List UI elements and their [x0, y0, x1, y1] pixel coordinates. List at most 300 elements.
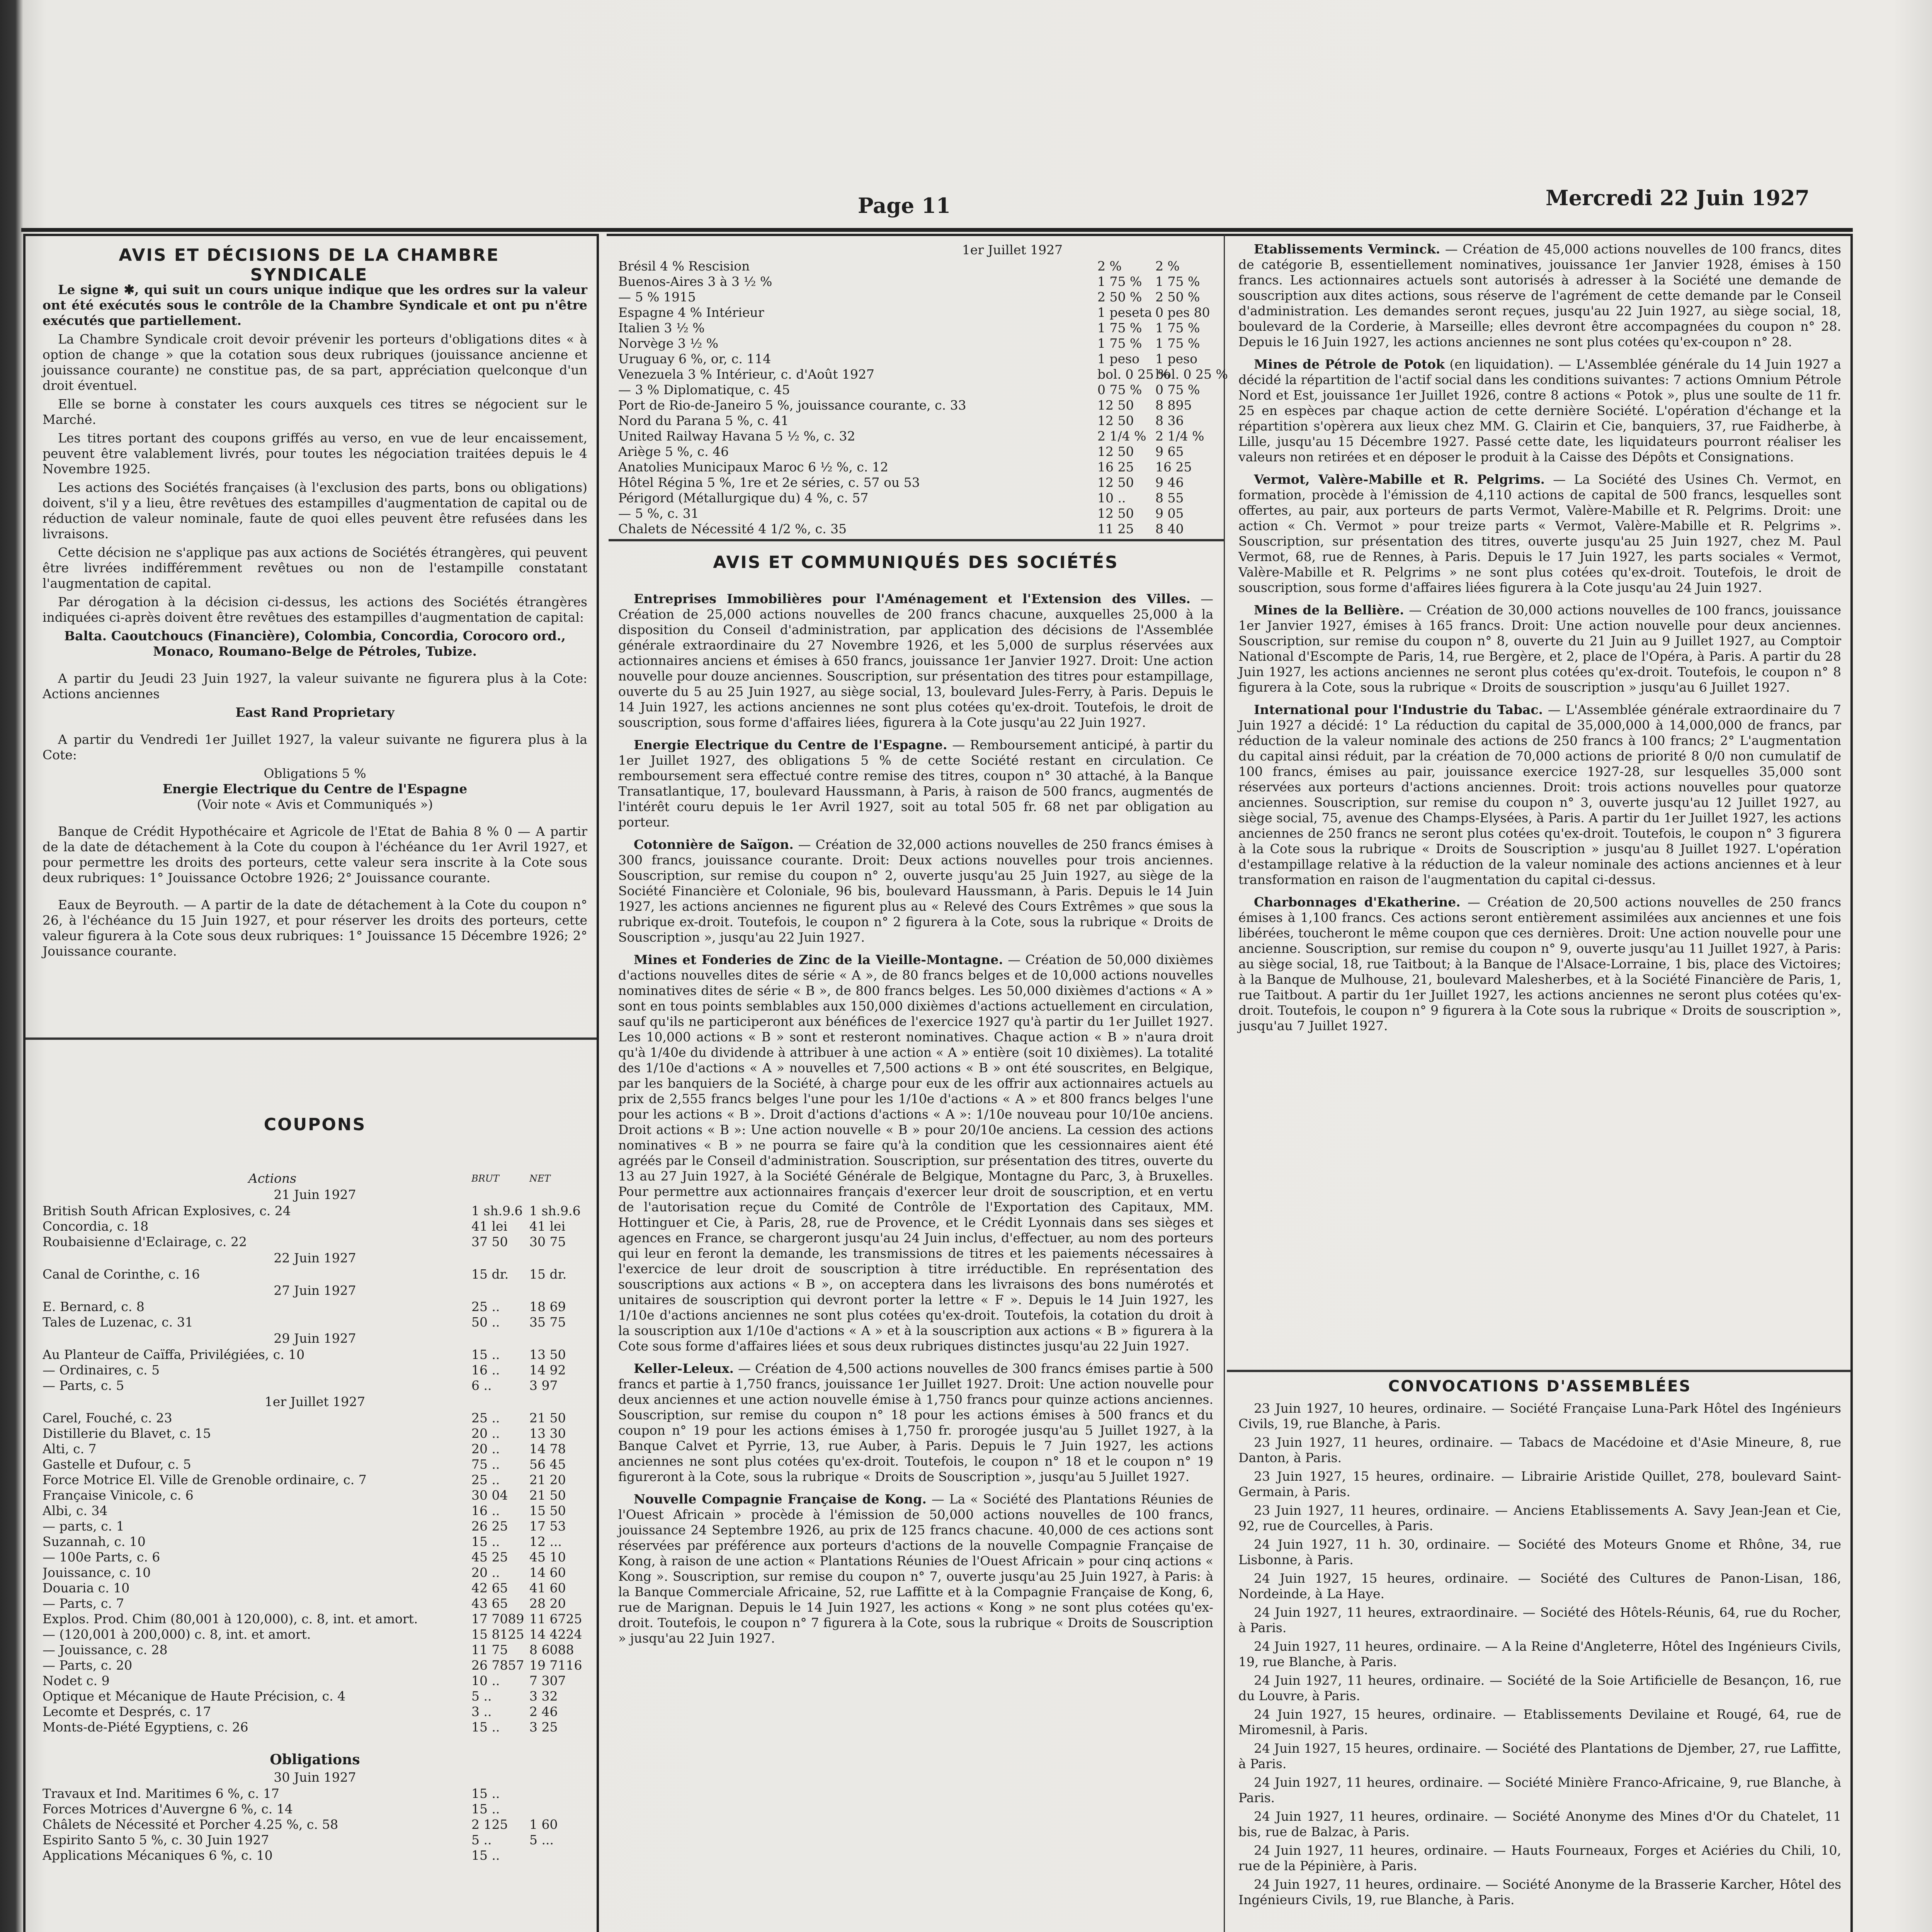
right-notice-head: Mines de Pétrole de Potok [1254, 357, 1445, 372]
coupon-row-value-1: 43 65 [471, 1596, 508, 1611]
coupon-row-value-2: 15 dr. [529, 1267, 567, 1282]
convocation-item: 24 Juin 1927, 15 heures, ordinaire. — Etablissements Devilaine et Rougé, 64, rue de Miromesnil, à Paris. [1238, 1707, 1841, 1737]
right-notice-text: — La Société des Usines Ch. Vermot, en formation, procède à l'émission de 4,110 actions de capital de 500 francs, lesquelles sont offertes, au pair, aux porteurs de parts Vermot, Valère-Mabille et R. Pelgrims. Droit: une action « Ch. Vermot » pour treize parts « Vermot, Valère-Mabille et R. Pelgrims ». Souscription, sur présentation des titres, ouverte jusqu'au 25 Juin 1927, chez M. Paul Vermot, 68, rue de Rennes, à Paris. Depuis le 17 Juin 1927, les parts sociales « Vermot, Valère-Mabille et R. Pelgrims » ne sont plus cotées qu'ex-droit. Toutefois, le droit de souscription, sous forme d'affaires liées figurera à la Cote jusqu'au 24 Juin 1927. [1238, 472, 1841, 595]
coupon-row-value-2: 14 4224 [529, 1627, 582, 1642]
coupon-row-value-1: 15 8125 [471, 1627, 524, 1642]
coupon-row-value-1: 50 .. [471, 1315, 500, 1330]
coupon-row-label: Roubaisienne d'Eclairage, c. 22 [43, 1234, 247, 1249]
avis-jeudi: A partir du Jeudi 23 Juin 1927, la valeur suivante ne figurera plus à la Cote: Actions anciennes [43, 671, 587, 701]
coupon-oblig-row [43, 1832, 587, 1848]
avis-paragraph: Les titres portant des coupons griffés au verso, en vue de leur encaissement, peuvent être valablement livrés, pour toutes les négociation traitées depuis le 4 Novembre 1925. [43, 430, 587, 476]
header-rule [21, 228, 1853, 232]
juillet-row-value-2: bol. 0 25 % [1155, 367, 1228, 382]
juillet-row-label: Chalets de Nécessité 4 1/2 %, c. 35 [618, 521, 847, 536]
societe-notice-text: — Création de 50,000 dixièmes d'actions nouvelles dites de série « A », de 80 francs belges et de 10,000 actions nouvelles nominatives dites de série « B », de 800 francs belges. Les 50,000 dixièmes d'actions « A » sont en tous points semblables aux 150,000 dixièmes d'actions actuellement en circulation, sauf qu'ils ne participeront aux bénéfices de l'exercice 1927 qu'à partir du 1er Juillet 1927. Les 10,000 actions « B » sont et resteront nominatives. Chaque action « B » n'aura droit qu'à 1/40e du dividende à attribuer à une action « A » entière (soit 10 dixièmes). La totalité des 1/10e d'actions « A » nouvelles et 7,500 actions « B » ont été souscrites, en Belgique, par les banquiers de la Société, à charge pour eux de les offrir aux actionnaires actuels au prix de 2,555 francs belges l'une pour les 1/10e d'actions « A » et 800 francs belges l'une pour les actions « B ». Droit d'actions d'actions « A »: 1/10e nouveau pour 10/10e anciens. Droit actions « B »: Une action nouvelle « B » pour 20/10e anciens. La cession des actions nominatives « B » ne pourra se faire qu'à la condition que les cessionnaires aient été agréés par le Conseil d'administration. Souscription, sur présentation des titres, ouverte du 13 au 27 Juin 1927, à la Société Générale de Belgique, Montagne du Parc, 3, à Bruxelles. Pour permettre aux actionnaires français d'exercer leur droit de souscription, et en vertu de l'autorisation reçue du Comité de Contrôle de l'Exportation des Capitaux, MM. Hottinguer et Cie, à Paris, 28, rue de Provence, et le Crédit Lyonnais dans ses sièges et agences en France, se chargeront jusqu'au 24 Juin inclus, d'effectuer, au nom des porteurs qui leur en feront la demande, les transmissions de titres et les paiements nécessaires à l'exercice de leur droit de souscription à titre irréductible. En représentation des souscriptions aux actions « B », on acceptera dans les livraisons des bons numérotés et unitaires de souscription qui devront porter la lettre « F ». Depuis le 14 Juin 1927, les 1/10e d'actions anciennes ne sont plus cotées qu'ex-droit. Toutefois, la cotation du droit à la souscription aux 1/10e d'actions « A » et à la souscription aux actions « B » figurera à la Cote sous forme d'affaires liées et sous deux rubriques distinctes jusqu'au 22 Juin 1927. [618, 952, 1213, 1354]
right-notice-text: — Création de 20,500 actions nouvelles de 250 francs émises à 1,100 francs. Ces actions seront entièrement assimilées aux anciennes et une fois libérées, toucheront le même coupon que ces dernières. Droit: Une action nouvelle pour une ancienne. Souscription, sur remise du coupon n° 9, ouverte jusqu'au 11 Juillet 1927, à Paris: au siège social, 18, rue Taitbout; à la Banque de l'Alsace-Lorraine, 1 bis, place des Victoires; à la Banque de Mulhouse, 21, boulevard Malesherbes, et à la Société Financière de Paris, 1, rue Taitbout. A partir du 1er Juillet 1927, les actions anciennes ne seront plus cotées qu'ex-droit. Toutefois, le coupon n° 9 figurera à la Cote sous la rubrique « Droits de souscription », jusqu'au 7 Juillet 1927. [1238, 895, 1842, 1033]
juillet-row-label: Norvège 3 ½ % [618, 336, 719, 351]
societe-notice-head: Entreprises Immobilières pour l'Aménagement et l'Extension des Villes. [634, 591, 1191, 606]
societe-notice [618, 952, 1213, 1354]
coupon-row-label: Canal de Corinthe, c. 16 [43, 1267, 200, 1282]
juillet-row-value-1: 16 25 [1097, 459, 1134, 474]
coupon-row [43, 1378, 587, 1393]
coupon-row [43, 1219, 587, 1234]
juillet-row [618, 320, 1213, 336]
juillet-row-value-1: 12 50 [1097, 475, 1134, 490]
societe-notice [618, 837, 1213, 945]
societe-notice-text: — Remboursement anticipé, à partir du 1er Juillet 1927, des obligations 5 % de cette Société restant en circulation. Ce remboursement sera effectué contre remise des titres, coupon n° 30 attaché, à la Banque Transatlantique, 17, boulevard Haussmann, à Paris, à raison de 500 francs, augmentés de l'intérêt couru depuis le 1er Avril 1927, soit au total 505 fr. 68 net par obligation au porteur. [618, 737, 1213, 830]
coupon-row [43, 1426, 587, 1441]
juillet-row-label: Port de Rio-de-Janeiro 5 %, jouissance courante, c. 33 [618, 398, 966, 413]
coupon-row [43, 1549, 587, 1565]
convocations-rule [1227, 1370, 1851, 1372]
convocation-item: 23 Juin 1927, 11 heures, ordinaire. — Anciens Etablissements A. Savy Jean-Jean et Cie, 92, rue de Courcelles, à Paris. [1238, 1503, 1841, 1533]
coupons-oblig-title: Obligations [270, 1752, 360, 1768]
coupon-oblig-row-label: Applications Mécaniques 6 %, c. 10 [43, 1848, 273, 1863]
juillet-row-value-1: 12 50 [1097, 398, 1134, 413]
convocation-item: 24 Juin 1927, 11 heures, ordinaire. — A la Reine d'Angleterre, Hôtel des Ingénieurs Civils, 19, rue Blanche, à Paris. [1238, 1639, 1841, 1669]
coupon-row [43, 1457, 587, 1472]
coupon-row-label: Jouissance, c. 10 [43, 1565, 151, 1580]
right-notice [1238, 602, 1841, 695]
coupon-oblig-row [43, 1786, 587, 1801]
right-notice-text: — Création de 30,000 actions nouvelles de 100 francs, jouissance 1er Janvier 1927, émises à 165 francs. Droit: Une action nouvelle pour deux anciennes. Souscription, sur remise du coupon n° 8, ouverte du 21 Juin au 9 Juillet 1927, au Comptoir National d'Escompte de Paris, 14, rue Bergère, et 2, place de l'Opéra, à Paris. A partir du 28 Juin 1927, les actions anciennes ne seront plus cotées qu'ex-droit. Toutefois, le coupon n° 8 figurera à la Cote, sous la rubrique « Droits de souscription » jusqu'au 6 Juillet 1927. [1238, 602, 1841, 695]
right-notice-text: (en liquidation). — L'Assemblée générale du 14 Juin 1927 a décidé la répartition de l'actif social dans les conditions suivantes: 7 actions Omnium Pétrole Nord et Est, jouissance 1er Juillet 1926, contre 8 actions « Potok », plus une soulte de 11 fr. 25 en espèces par chaque action de cette dernière Société. L'opération d'échange et la répartition s'opèrera aux lieux chez MM. G. Clairin et Cie, banquiers, 37, rue Faidherbe, à Lille, jusqu'au 15 Décembre 1927. Passé cette date, les liquidateurs pourront réaliser les valeurs non retirées et en déposer le produit à la Caisse des Dépôts et Consignations. [1238, 357, 1841, 464]
coupon-row-value-2: 28 20 [529, 1596, 566, 1611]
juillet-row-value-1: 12 50 [1097, 413, 1134, 428]
coupon-row-value-1: 16 .. [471, 1503, 500, 1518]
coupon-oblig-row-value-1: 5 .. [471, 1832, 492, 1847]
juillet-row [618, 382, 1213, 398]
societe-notice [618, 737, 1213, 830]
coupon-row-value-2: 41 60 [529, 1580, 566, 1595]
coupon-row [43, 1503, 587, 1519]
coupon-row-value-1: 20 .. [471, 1426, 500, 1441]
juillet-row-label: — 5 % 1915 [618, 289, 696, 304]
juillet-row-value-2: 1 75 % [1155, 274, 1200, 289]
coupon-row [43, 1441, 587, 1457]
convocation-item: 23 Juin 1927, 15 heures, ordinaire. — Librairie Aristide Quillet, 278, boulevard Saint-Germain, à Paris. [1238, 1469, 1841, 1499]
juillet-row-label: Italien 3 ½ % [618, 320, 705, 335]
coupon-row [43, 1315, 587, 1330]
page-number: Page 11 [858, 193, 951, 218]
convocation-item: 24 Juin 1927, 11 heures, ordinaire. — Hauts Fourneaux, Forges et Aciéries du Chili, 10, rue de la Pépinière, à Paris. [1238, 1843, 1841, 1873]
coupon-row-label: British South African Explosives, c. 24 [43, 1203, 291, 1218]
juillet-row-label: Espagne 4 % Intérieur [618, 305, 764, 320]
coupon-row-value-2: 8 6088 [529, 1642, 574, 1657]
coupon-row-value-2: 7 307 [529, 1673, 566, 1688]
coupon-row-value-1: 42 65 [471, 1580, 508, 1595]
coupon-row-value-2: 13 50 [529, 1347, 566, 1362]
juillet-row-value-1: 10 .. [1097, 490, 1126, 505]
avis-bahia: Banque de Crédit Hypothécaire et Agricole de l'Etat de Bahia 8 % 0 — A partir de la date de détachement à la Cote du coupon à l'échéance du 1er Avril 1927, et pour permettre les droits des porteurs, cette valeur sera inscrite à la Cote sous deux rubriques: 1° Jouissance Octobre 1926; 2° Jouissance courante. [43, 824, 587, 885]
convocations-body [1238, 1401, 1841, 1911]
coupon-row-value-2: 45 10 [529, 1549, 566, 1565]
avis-paragraph: Cette décision ne s'applique pas aux actions de Sociétés étrangères, qui peuvent être livrées indifféremment revêtues ou non de l'estampille constatant l'augmentation de capital. [43, 545, 587, 591]
issue-date: Mercredi 22 Juin 1927 [1546, 185, 1810, 210]
coupon-row-label: Alti, c. 7 [43, 1441, 97, 1456]
avis-vendredi: A partir du Vendredi 1er Juillet 1927, la valeur suivante ne figurera plus à la Cote: [43, 732, 587, 762]
coupon-oblig-row-value-2: 5 ... [529, 1832, 554, 1847]
avis-societes-title: AVIS ET COMMUNIQUÉS DES SOCIÉTÉS [713, 553, 1119, 572]
coupon-group-date: 1er Juillet 1927 [264, 1394, 366, 1409]
coupon-row-value-2: 19 7116 [529, 1658, 582, 1673]
coupon-oblig-row-label: Espirito Santo 5 %, c. 30 Juin 1927 [43, 1832, 269, 1847]
right-notice-head: Etablissements Verminck. [1254, 242, 1440, 257]
coupon-row-label: Concordia, c. 18 [43, 1219, 149, 1234]
coupon-row-label: — parts, c. 1 [43, 1519, 124, 1534]
avis-beyrouth: Eaux de Beyrouth. — A partir de la date de détachement à la Cote du coupon n° 26, à l'échéance du 15 Juin 1927, et pour réserver les droits des porteurs, cette valeur figurera à la Cote sous deux rubriques: 1° Jouissance 15 Décembre 1926; 2° Jouissance courante. [43, 897, 587, 959]
avis-paragraph: Le signe ✱, qui suit un cours unique indique que les ordres sur la valeur ont été exécutés sous le contrôle de la Chambre Syndicale et ont pu n'être exécutés que partiellement. [43, 282, 587, 328]
juillet-row-label: — 3 % Diplomatique, c. 45 [618, 382, 790, 397]
juillet-row-value-1: bol. 0 25 % [1097, 367, 1170, 382]
juillet-row-value-2: 2 1/4 % [1155, 429, 1204, 444]
coupon-row-value-1: 25 .. [471, 1410, 500, 1425]
coupon-row-value-1: 15 dr. [471, 1267, 509, 1282]
coupon-row [43, 1203, 587, 1219]
juillet-row-value-2: 8 40 [1155, 521, 1184, 536]
right-notice-head: Vermot, Valère-Mabille et R. Pelgrims. [1254, 472, 1545, 487]
juillet-row-value-2: 2 50 % [1155, 289, 1200, 304]
coupon-row-value-2: 3 97 [529, 1378, 558, 1393]
juillet-rule [609, 539, 1225, 541]
coupon-row-value-1: 20 .. [471, 1565, 500, 1580]
juillet-row-value-1: 0 75 % [1097, 382, 1142, 397]
coupon-row-value-1: 6 .. [471, 1378, 492, 1393]
coupon-oblig-row-value-2: 1 60 [529, 1817, 558, 1832]
juillet-row [618, 367, 1228, 382]
coupon-row-label: — Parts, c. 20 [43, 1658, 133, 1673]
juillet-row-value-1: 1 75 % [1097, 274, 1142, 289]
coupon-row-value-2: 18 69 [529, 1299, 566, 1314]
avis-societes: Balta. Caoutchoucs (Financière), Colombia, Concordia, Corocoro ord., Monaco, Roumano-Belge de Pétroles, Tubize. [64, 628, 566, 659]
juillet-row-value-1: 2 1/4 % [1097, 429, 1146, 444]
convocation-item: 24 Juin 1927, 15 heures, ordinaire. — Société des Plantations de Djember, 27, rue Laffitte, à Paris. [1238, 1741, 1841, 1771]
coupon-row [43, 1719, 587, 1735]
coupons-rule [26, 1037, 597, 1040]
avis-energie: Energie Electrique du Centre de l'Espagne [162, 781, 468, 796]
coupon-row-value-1: 1 sh.9.6 [471, 1203, 523, 1218]
societe-notice-head: Mines et Fonderies de Zinc de la Vieille-Montagne. [634, 952, 1003, 967]
coupon-row [43, 1565, 587, 1580]
avis-paragraph: Par dérogation à la décision ci-dessus, les actions des Sociétés étrangères indiquées ci-après doivent être revêtues des estampilles d'augmentation de capital: [43, 594, 587, 625]
avis-chambre-title: AVIS ET DÉCISIONS DE LA CHAMBRE SYNDICALE [119, 245, 500, 285]
societe-notice-head: Energie Electrique du Centre de l'Espagne. [634, 737, 947, 752]
coupon-group-date: 29 Juin 1927 [274, 1331, 356, 1346]
societe-notice-text: — La « Société des Plantations Réunies de l'Ouest Africain » procède à l'émission de 50,000 actions nouvelles de 100 francs, jouissance 24 Septembre 1926, au prix de 125 francs chacune. 40,000 de ces actions sont réservées par préférence aux porteurs d'actions de la nouvelle Compagnie Française de Kong, à raison de une action « Plantations Réunies de l'Ouest Africain » pour cinq actions « Kong ». Souscription, sur remise du coupon n° 7, ouverte jusqu'au 25 Juin 1927, à Paris: à la Banque Commerciale Africaine, 52, rue Laffitte et à la Compagnie Française de Kong, 6, rue de Marignan. Depuis le 14 Juin 1927, les actions « Kong » ne sont plus cotées qu'ex-droit. Toutefois, le coupon n° 7 figurera à la Cote, sous la rubrique « Droits de Souscription » jusqu'au 22 Juin 1927. [618, 1492, 1213, 1646]
coupon-row-value-1: 45 25 [471, 1549, 508, 1565]
juillet-row-value-2: 9 05 [1155, 506, 1184, 521]
coupon-row-label: — Ordinaires, c. 5 [43, 1362, 160, 1378]
juillet-row-label: Périgord (Métallurgique du) 4 %, c. 57 [618, 490, 869, 505]
coupon-row [43, 1299, 587, 1315]
coupon-row [43, 1627, 587, 1642]
coupon-row-label: Albi, c. 34 [43, 1503, 108, 1518]
coupon-row [43, 1488, 587, 1503]
juillet-date: 1er Juillet 1927 [962, 242, 1063, 257]
juillet-row [618, 521, 1213, 537]
juillet-rows [618, 259, 1228, 537]
coupon-row [43, 1472, 587, 1488]
right-notice [1238, 357, 1841, 465]
coupon-row-value-2: 21 50 [529, 1488, 566, 1503]
coupon-row [43, 1689, 587, 1704]
convocation-item: 24 Juin 1927, 11 heures, ordinaire. — Société Anonyme de la Brasserie Karcher, Hôtel des Ingénieurs Civils, 19, rue Blanche, à Paris. [1238, 1877, 1841, 1907]
coupon-row-value-1: 15 .. [471, 1719, 500, 1735]
coupon-row [43, 1362, 587, 1378]
coupon-row-value-2: 13 30 [529, 1426, 566, 1441]
coupon-oblig-row-label: Châlets de Nécessité et Porcher 4.25 %, c. 58 [43, 1817, 338, 1832]
coupon-row [43, 1347, 587, 1362]
coupon-row-value-1: 41 lei [471, 1219, 508, 1234]
coupon-row-label: Douaria c. 10 [43, 1580, 130, 1595]
juillet-row-label: Ariège 5 %, c. 46 [618, 444, 729, 459]
coupon-row-value-2: 2 46 [529, 1704, 558, 1719]
coupon-oblig-row [43, 1848, 587, 1863]
coupon-row-value-2: 17 53 [529, 1519, 566, 1534]
coupon-oblig-row [43, 1817, 587, 1832]
avis-east-rand: East Rand Proprietary [235, 705, 395, 720]
juillet-row-value-2: 8 55 [1155, 490, 1184, 505]
convocation-item: 24 Juin 1927, 15 heures, ordinaire. — Société des Cultures de Panon-Lisan, 186, Nordeinde, à La Haye. [1238, 1571, 1841, 1601]
coupon-row-value-2: 15 50 [529, 1503, 566, 1518]
coupon-oblig-row-value-1: 15 .. [471, 1786, 500, 1801]
juillet-row-value-2: 1 peso [1155, 351, 1197, 366]
coupon-row-value-2: 14 60 [529, 1565, 566, 1580]
coupon-row-label: E. Bernard, c. 8 [43, 1299, 145, 1314]
convocation-item: 24 Juin 1927, 11 heures, ordinaire. — Société Anonyme des Mines d'Or du Chatelet, 11 bis, rue de Balzac, à Paris. [1238, 1809, 1841, 1839]
juillet-row [618, 305, 1213, 320]
juillet-row-value-1: 1 peso [1097, 351, 1139, 366]
coupon-row-value-1: 15 .. [471, 1347, 500, 1362]
juillet-row-value-1: 12 50 [1097, 444, 1134, 459]
coupon-oblig-row-label: Travaux et Ind. Maritimes 6 %, c. 17 [43, 1786, 279, 1801]
coupon-row-value-1: 20 .. [471, 1441, 500, 1456]
right-notice-text: — Création de 45,000 actions nouvelles de 100 francs, dites de catégorie B, essentiellement nominatives, jouissance 1er Janvier 1928, émises à 150 francs. Les actionnaires actuels sont autorisés à adresser à la Société une demande de souscription aux dites actions, sous réserve de l'agrément de cette demande par le Conseil d'administration. Les demandes seront reçues, jusqu'au 22 Juin 1927, au siège social, 18, boulevard de la Corderie, à Marseille; elles devront être accompagnées du coupon n° 28. Depuis le 16 Juin 1927, les actions anciennes ne sont plus cotées qu'ex-coupon n° 28. [1238, 242, 1841, 349]
juillet-row-value-2: 2 % [1155, 259, 1180, 274]
coupon-group-date: 27 Juin 1927 [274, 1283, 356, 1298]
coupon-row [43, 1234, 587, 1250]
juillet-row-label: Venezuela 3 % Intérieur, c. d'Août 1927 [618, 367, 874, 382]
juillet-row [618, 506, 1213, 521]
coupon-row-label: Optique et Mécanique de Haute Précision, c. 4 [43, 1689, 346, 1704]
juillet-row-value-2: 9 46 [1155, 475, 1184, 490]
coupon-oblig-row-label: Forces Motrices d'Auvergne 6 %, c. 14 [43, 1801, 293, 1816]
coupon-row-label: Française Vinicole, c. 6 [43, 1488, 194, 1503]
juillet-row-value-2: 16 25 [1155, 459, 1192, 474]
coupons-oblig-date: 30 Juin 1927 [274, 1770, 356, 1785]
coupon-group-date: 21 Juin 1927 [274, 1187, 356, 1202]
juillet-row-label: Nord du Parana 5 %, c. 41 [618, 413, 789, 428]
coupon-row-label: — (120,001 à 200,000) c. 8, int. et amort. [43, 1627, 311, 1642]
coupon-row-value-2: 21 20 [529, 1472, 566, 1487]
juillet-row-label: United Railway Havana 5 ½ %, c. 32 [618, 429, 855, 444]
juillet-row-value-1: 12 50 [1097, 506, 1134, 521]
juillet-row [618, 475, 1213, 490]
coupon-row-label: Gastelle et Dufour, c. 5 [43, 1457, 191, 1472]
coupon-oblig-row-value-2 [529, 1848, 587, 1863]
juillet-row [618, 336, 1213, 351]
coupon-row-value-1: 16 .. [471, 1362, 500, 1378]
coupon-row [43, 1519, 587, 1534]
juillet-row-value-2: 1 75 % [1155, 320, 1200, 335]
convocations-title: CONVOCATIONS D'ASSEMBLÉES [1388, 1378, 1692, 1395]
coupon-row-value-1: 75 .. [471, 1457, 500, 1472]
juillet-row-value-2: 0 pes 80 [1155, 305, 1210, 320]
right-notice-head: Mines de la Bellière. [1254, 602, 1404, 617]
juillet-row-label: Brésil 4 % Rescision [618, 259, 750, 274]
coupon-row-label: Force Motrice El. Ville de Grenoble ordinaire, c. 7 [43, 1472, 367, 1487]
coupons-table [43, 1171, 587, 1863]
societe-notice-head: Nouvelle Compagnie Française de Kong. [634, 1492, 927, 1507]
coupon-oblig-row-value-1: 15 .. [471, 1801, 500, 1816]
coupon-row [43, 1534, 587, 1549]
juillet-row [618, 259, 1213, 274]
right-column-body [1238, 242, 1841, 1041]
juillet-row [618, 398, 1213, 413]
coupon-row-value-2: 3 32 [529, 1689, 558, 1704]
coupon-row-label: Distillerie du Blavet, c. 15 [43, 1426, 211, 1441]
coupon-row-label: — Jouissance, c. 28 [43, 1642, 168, 1657]
juillet-row-value-2: 0 75 % [1155, 382, 1200, 397]
coupon-row-value-1: 15 .. [471, 1534, 500, 1549]
coupon-oblig-list [43, 1786, 587, 1863]
juillet-row [618, 274, 1213, 289]
coupon-row-label: Suzannah, c. 10 [43, 1534, 146, 1549]
coupons-header-net: NET [529, 1173, 551, 1184]
coupon-oblig-row-value-1: 15 .. [471, 1848, 500, 1863]
juillet-row-value-1: 1 peseta [1097, 305, 1152, 320]
coupon-row-value-1: 5 .. [471, 1689, 492, 1704]
coupon-row-value-1: 11 75 [471, 1642, 508, 1657]
convocation-item: 23 Juin 1927, 11 heures, ordinaire. — Tabacs de Macédoine et d'Asie Mineure, 8, rue Danton, à Paris. [1238, 1435, 1841, 1465]
societe-notice-text: — Création de 32,000 actions nouvelles de 250 francs émises à 300 francs, jouissance courante. Droit: Deux actions nouvelles pour trois anciennes. Souscription, sur remise du coupon n° 2, ouverte jusqu'au 25 Juin 1927, au siège de la Société Financière et Coloniale, 96 bis, boulevard Haussmann, à Paris. Depuis le 14 Juin 1927, les actions anciennes ne figurent plus au « Relevé des Cours Extrêmes » que sous la rubrique ex-droit. Toutefois, le coupon n° 2 figurera à la Cote, sous la rubrique « Droits de Souscription », jusqu'au 22 Juin 1927. [618, 837, 1213, 945]
societe-notice-head: Keller-Leleux. [634, 1361, 734, 1376]
avis-oblig5: Obligations 5 % [264, 766, 366, 781]
coupon-row [43, 1267, 587, 1282]
juillet-row [618, 490, 1213, 506]
coupons-header-brut: BRUT [471, 1173, 499, 1184]
coupon-row [43, 1580, 587, 1596]
coupon-row-value-2: 3 25 [529, 1719, 558, 1735]
coupon-row-value-1: 3 .. [471, 1704, 492, 1719]
coupon-row [43, 1642, 587, 1658]
coupon-row-value-2: 21 50 [529, 1410, 566, 1425]
coupon-row-value-2: 30 75 [529, 1234, 566, 1249]
coupon-row-value-1: 26 25 [471, 1519, 508, 1534]
societe-notice [618, 591, 1213, 730]
right-notice-head: Charbonnages d'Ekatherine. [1254, 895, 1461, 910]
coupon-row [43, 1673, 587, 1689]
avis-chambre-body [43, 282, 587, 962]
juillet-row-value-1: 2 % [1097, 259, 1122, 274]
coupon-row [43, 1596, 587, 1611]
coupon-row-value-2: 14 92 [529, 1362, 566, 1378]
coupon-row-label: Nodet c. 9 [43, 1673, 110, 1688]
juillet-row [618, 459, 1213, 475]
coupon-row [43, 1611, 587, 1627]
coupon-row-value-2: 35 75 [529, 1315, 566, 1330]
coupon-row-value-1: 37 50 [471, 1234, 508, 1249]
convocation-item: 24 Juin 1927, 11 heures, extraordinaire. — Société des Hôtels-Réunis, 64, rue du Rocher, à Paris. [1238, 1605, 1841, 1635]
coupon-oblig-row-value-2 [529, 1786, 587, 1801]
juillet-row-value-1: 11 25 [1097, 521, 1134, 536]
juillet-row [618, 289, 1213, 305]
coupon-row-value-2: 56 45 [529, 1457, 566, 1472]
coupon-row-label: Explos. Prod. Chim (80,001 à 120,000), c. 8, int. et amort. [43, 1611, 418, 1626]
coupon-row-value-1: 25 .. [471, 1299, 500, 1314]
coupons-header-actions: Actions [248, 1171, 297, 1186]
juillet-row-label: Hôtel Régina 5 %, 1re et 2e séries, c. 57 ou 53 [618, 475, 920, 490]
coupon-row-value-1: 17 7089 [471, 1611, 524, 1626]
coupon-row-label: Au Planteur de Caïffa, Privilégiées, c. 10 [43, 1347, 305, 1362]
coupon-row-label: — 100e Parts, c. 6 [43, 1549, 160, 1565]
coupon-row-label: — Parts, c. 5 [43, 1378, 124, 1393]
juillet-row-label: Anatolies Municipaux Maroc 6 ½ %, c. 12 [618, 459, 888, 474]
convocation-item: 23 Juin 1927, 10 heures, ordinaire. — Société Française Luna-Park Hôtel des Ingénieurs Civils, 19, rue Blanche, à Paris. [1238, 1401, 1841, 1431]
societe-notice [618, 1361, 1213, 1485]
societe-notice-text: — Création de 4,500 actions nouvelles de 300 francs émises partie à 500 francs et partie à 1,750 francs, jouissance 1er Juillet 1927. Droit: Une action nouvelle pour deux anciennes et une action nouvelle émise à 1,750 francs pour quinze actions anciennes. Souscription, sur remise du coupon n° 18 pour les actions émises à 500 francs et du coupon n° 19 pour les actions émises à 1,750 fr. prorogée jusqu'au 5 Juillet 1927, à la Banque Calvet et Pyrrie, 13, rue Auber, à Paris. Depuis le 7 Juin 1927, les actions anciennes ne sont plus cotées qu'ex-droit. Toutefois, le coupon n° 18 et le coupon n° 19 figureront à la Cote, sous la rubrique « Droits de Souscription », jusqu'au 5 Juillet 1927. [618, 1361, 1213, 1484]
societe-notice-text: — Création de 25,000 actions nouvelles de 200 francs chacune, auxquelles 25,000 à la disposition du Conseil d'administration, par application des décisions de l'Assemblée générale extraordinaire du 27 Novembre 1926, et les 5,000 de surplus réservées aux actionnaires anciens et émises à 650 francs, jouissance 1er Janvier 1927. Droit: Une action nouvelle pour douze anciennes. Souscription, sur présentation des titres pour estampillage, ouverte du 5 au 25 Juin 1927, au siège social, 13, boulevard Jules-Ferry, à Paris. Depuis le 14 Juin 1927, les actions anciennes ne sont plus cotées qu'ex-droit. Toutefois, le droit de souscription, sous forme d'affaires liées, figurera à la Cote jusqu'au 22 Juin 1927. [618, 591, 1213, 730]
coupon-oblig-row-value-1: 2 125 [471, 1817, 508, 1832]
coupons-header [43, 1171, 587, 1186]
coupon-groups [43, 1186, 587, 1735]
juillet-row-value-2: 8 36 [1155, 413, 1184, 428]
right-notice-head: International pour l'Industrie du Tabac. [1254, 702, 1543, 717]
juillet-row [618, 413, 1213, 429]
convocation-item: 24 Juin 1927, 11 heures, ordinaire. — Société Minière Franco-Africaine, 9, rue Blanche, à Paris. [1238, 1775, 1841, 1805]
juillet-row-value-1: 2 50 % [1097, 289, 1142, 304]
coupon-row-value-2: 11 6725 [529, 1611, 582, 1626]
juillet-row-value-2: 8 895 [1155, 398, 1192, 413]
right-notice [1238, 895, 1841, 1034]
coupons-title: COUPONS [264, 1115, 366, 1134]
juillet-row-label: Uruguay 6 %, or, c. 114 [618, 351, 771, 366]
right-notice [1238, 242, 1841, 350]
avis-paragraph: Elle se borne à constater les cours auxquels ces titres se négocient sur le Marché. [43, 396, 587, 427]
avis-paragraph: La Chambre Syndicale croit devoir prévenir les porteurs d'obligations dites « à option de change » que la cotation sous deux rubriques (jouissance ancienne et jouissance courante) ne constitue pas, de sa part, appréciation quelconque d'un droit éventuel. [43, 332, 587, 393]
coupon-row-value-2: 14 78 [529, 1441, 566, 1456]
societe-notice [618, 1492, 1213, 1646]
coupon-row-value-2: 1 sh.9.6 [529, 1203, 581, 1218]
coupon-group-date: 22 Juin 1927 [274, 1250, 356, 1265]
coupon-row-value-1: 10 .. [471, 1673, 500, 1688]
juillet-row-value-1: 1 75 % [1097, 336, 1142, 351]
juillet-row-label: — 5 %, c. 31 [618, 506, 699, 521]
juillet-row-value-1: 1 75 % [1097, 320, 1142, 335]
juillet-row-label: Buenos-Aires 3 à 3 ½ % [618, 274, 772, 289]
coupon-oblig-row [43, 1801, 587, 1817]
coupon-row [43, 1704, 587, 1719]
convocation-item: 24 Juin 1927, 11 h. 30, ordinaire. — Société des Moteurs Gnome et Rhône, 34, rue Lisbonne, à Paris. [1238, 1537, 1841, 1567]
societe-notice-head: Cotonnière de Saïgon. [634, 837, 794, 852]
coupon-row-value-1: 30 04 [471, 1488, 508, 1503]
coupon-row-label: — Parts, c. 7 [43, 1596, 124, 1611]
coupon-row-value-1: 26 7857 [471, 1658, 524, 1673]
coupon-row-value-2: 12 ... [529, 1534, 562, 1549]
coupon-row [43, 1658, 587, 1673]
avis-societes-body [618, 591, 1213, 1653]
coupon-row-label: Monts-de-Piété Egyptiens, c. 26 [43, 1719, 248, 1735]
coupon-row-label: Tales de Luzenac, c. 31 [43, 1315, 193, 1330]
coupon-oblig-row-value-2 [529, 1801, 587, 1817]
coupon-row-label: Carel, Fouché, c. 23 [43, 1410, 172, 1425]
convocation-item: 24 Juin 1927, 11 heures, ordinaire. — Société de la Soie Artificielle de Besançon, 16, rue du Louvre, à Paris. [1238, 1673, 1841, 1703]
avis-paragraph: Les actions des Sociétés françaises (à l'exclusion des parts, bons ou obligations) doivent, s'il y a lieu, être revêtues des estampilles d'augmentation de capital ou de réduction de valeur nominale, faute de quoi elles peuvent être refusées dans les livraisons. [43, 480, 587, 541]
coupon-row-value-1: 25 .. [471, 1472, 500, 1487]
juillet-row [618, 429, 1213, 444]
juillet-row-value-2: 1 75 % [1155, 336, 1200, 351]
juillet-row [618, 351, 1213, 367]
